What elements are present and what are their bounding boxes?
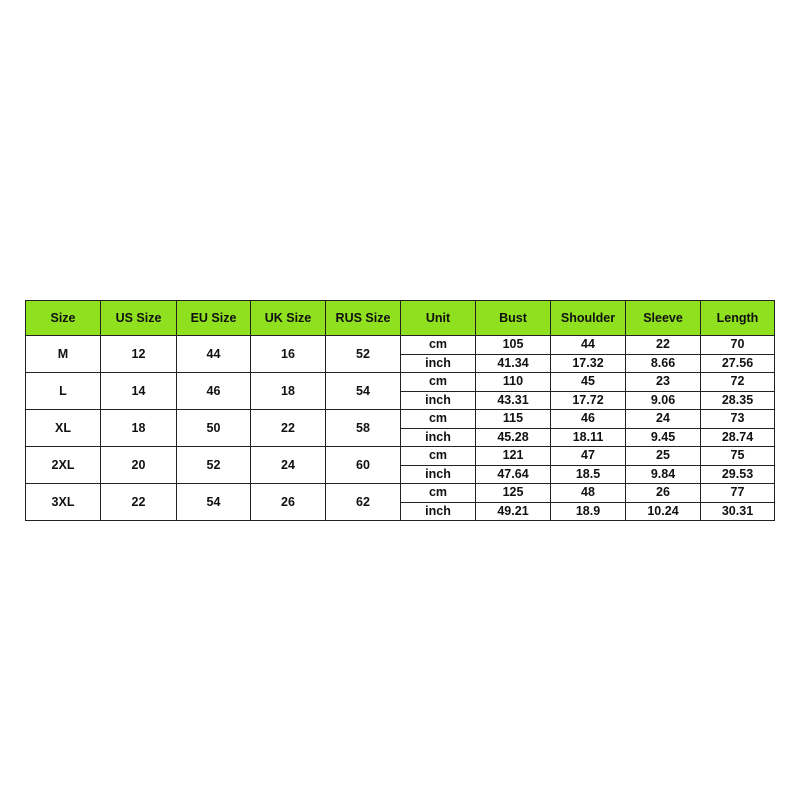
sleeve-cell: 25 [626, 447, 701, 466]
size-cell: L [26, 373, 101, 410]
header-uk-size: UK Size [251, 301, 326, 336]
header-size: Size [26, 301, 101, 336]
sleeve-cell: 24 [626, 410, 701, 429]
us-size-cell: 12 [101, 336, 177, 373]
uk-size-cell: 18 [251, 373, 326, 410]
size-cell: 2XL [26, 447, 101, 484]
unit-cell: inch [401, 465, 476, 484]
unit-cell: inch [401, 502, 476, 521]
us-size-cell: 20 [101, 447, 177, 484]
eu-size-cell: 54 [177, 484, 251, 521]
eu-size-cell: 46 [177, 373, 251, 410]
shoulder-cell: 17.72 [551, 391, 626, 410]
sleeve-cell: 9.06 [626, 391, 701, 410]
shoulder-cell: 18.5 [551, 465, 626, 484]
uk-size-cell: 26 [251, 484, 326, 521]
size-chart-table [25, 300, 775, 521]
rus-size-cell: 58 [326, 410, 401, 447]
length-cell: 70 [701, 336, 775, 355]
length-cell: 75 [701, 447, 775, 466]
rus-size-cell: 52 [326, 336, 401, 373]
size-cell: M [26, 336, 101, 373]
uk-size-cell: 22 [251, 410, 326, 447]
sleeve-cell: 10.24 [626, 502, 701, 521]
table-row-cm [26, 373, 775, 392]
header-length: Length [701, 301, 775, 336]
shoulder-cell: 17.32 [551, 354, 626, 373]
eu-size-cell: 52 [177, 447, 251, 484]
bust-cell: 49.21 [476, 502, 551, 521]
unit-cell: inch [401, 428, 476, 447]
header-eu-size: EU Size [177, 301, 251, 336]
header-shoulder: Shoulder [551, 301, 626, 336]
unit-cell: inch [401, 391, 476, 410]
header-us-size: US Size [101, 301, 177, 336]
shoulder-cell: 46 [551, 410, 626, 429]
header-sleeve: Sleeve [626, 301, 701, 336]
shoulder-cell: 45 [551, 373, 626, 392]
size-cell: XL [26, 410, 101, 447]
eu-size-cell: 44 [177, 336, 251, 373]
us-size-cell: 18 [101, 410, 177, 447]
bust-cell: 41.34 [476, 354, 551, 373]
length-cell: 77 [701, 484, 775, 503]
unit-cell: cm [401, 336, 476, 355]
header-bust: Bust [476, 301, 551, 336]
bust-cell: 125 [476, 484, 551, 503]
us-size-cell: 14 [101, 373, 177, 410]
length-cell: 28.74 [701, 428, 775, 447]
unit-cell: cm [401, 410, 476, 429]
unit-cell: inch [401, 354, 476, 373]
sleeve-cell: 23 [626, 373, 701, 392]
length-cell: 28.35 [701, 391, 775, 410]
size-cell: 3XL [26, 484, 101, 521]
sleeve-cell: 9.84 [626, 465, 701, 484]
shoulder-cell: 18.9 [551, 502, 626, 521]
uk-size-cell: 16 [251, 336, 326, 373]
bust-cell: 47.64 [476, 465, 551, 484]
length-cell: 30.31 [701, 502, 775, 521]
table-row-cm [26, 484, 775, 503]
shoulder-cell: 18.11 [551, 428, 626, 447]
bust-cell: 43.31 [476, 391, 551, 410]
length-cell: 72 [701, 373, 775, 392]
unit-cell: cm [401, 447, 476, 466]
table-row-cm [26, 447, 775, 466]
rus-size-cell: 62 [326, 484, 401, 521]
rus-size-cell: 54 [326, 373, 401, 410]
eu-size-cell: 50 [177, 410, 251, 447]
table-body [26, 336, 775, 521]
length-cell: 29.53 [701, 465, 775, 484]
uk-size-cell: 24 [251, 447, 326, 484]
table-row-cm [26, 336, 775, 355]
bust-cell: 45.28 [476, 428, 551, 447]
header-rus-size: RUS Size [326, 301, 401, 336]
unit-cell: cm [401, 484, 476, 503]
sleeve-cell: 22 [626, 336, 701, 355]
unit-cell: cm [401, 373, 476, 392]
length-cell: 27.56 [701, 354, 775, 373]
shoulder-cell: 47 [551, 447, 626, 466]
bust-cell: 105 [476, 336, 551, 355]
bust-cell: 121 [476, 447, 551, 466]
sleeve-cell: 9.45 [626, 428, 701, 447]
us-size-cell: 22 [101, 484, 177, 521]
header-row [26, 301, 775, 336]
rus-size-cell: 60 [326, 447, 401, 484]
length-cell: 73 [701, 410, 775, 429]
shoulder-cell: 44 [551, 336, 626, 355]
bust-cell: 115 [476, 410, 551, 429]
bust-cell: 110 [476, 373, 551, 392]
header-unit: Unit [401, 301, 476, 336]
table-row-cm [26, 410, 775, 429]
sleeve-cell: 26 [626, 484, 701, 503]
sleeve-cell: 8.66 [626, 354, 701, 373]
shoulder-cell: 48 [551, 484, 626, 503]
